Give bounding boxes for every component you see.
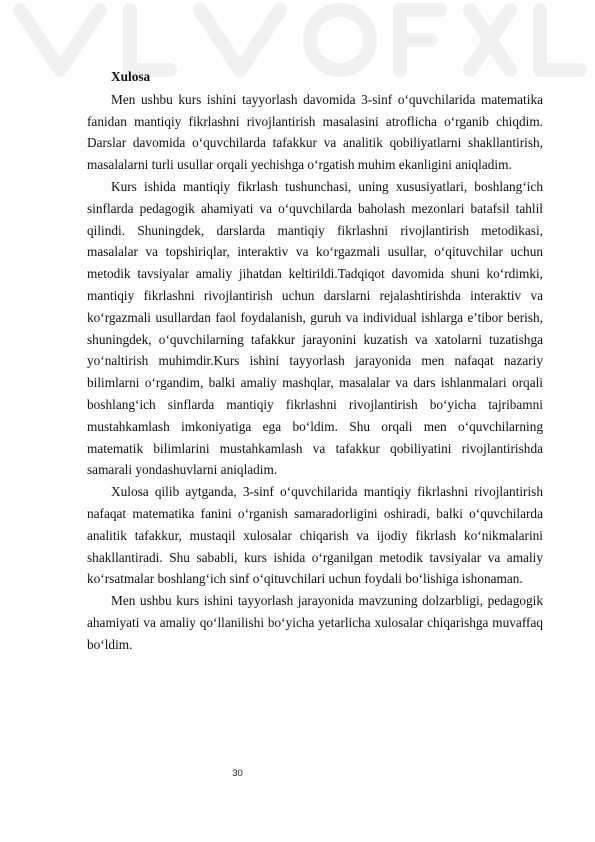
paragraph-4: Men ushbu kurs ishini tayyorlash jarayonida mavzuning dolzarbligi, pedagogik ahamiyati va amaliy qo‘llanilishi bo‘yicha yetarlicha xulosalar chiqarishga muvaffaq bo‘ldim. bbox=[87, 593, 543, 652]
paragraph-3: Xulosa qilib aytganda, 3-sinf o‘quvchilarida mantiqiy fikrlashni rivojlantirish nafaqat matematika fanini o‘rganish samaradorligini oshiradi, balki o‘quvchilarda analitik tafakkur, mustaqil xulosalar chiqarish va ijodiy fikrlash ko‘nikmalarini shakllantiradi. Shu sababli, kurs ishida o‘rganilgan metodik tavsiyalar va amaliy ko‘rsatmalar boshlang‘ich sinf o‘qituvchilari uchun foydali bo‘lishiga ishonaman. bbox=[87, 484, 543, 587]
paragraph-2: Kurs ishida mantiqiy fikrlash tushunchasi, uning xususiyatlari, boshlang‘ich sinflarda pedagogik ahamiyati va o‘quvchilarda baholash mezonlari batafsil tahlil qilindi. Shuningdek, darslarda mantiqiy fikrlashni rivojlantirish metodikasi, masalalar va topshiriqlar, interaktiv va ko‘rgazmali usullar, o‘qituvchilar uchun metodik tavsiyalar amaliy jihatdan keltirildi.Tadqiqot davomida shuni ko‘rdimki, mantiqiy fikrlashni rivojlantirish uchun darslarni rejalashtirishda interaktiv va ko‘rgazmali usullardan faol foydalanish, guruh va individual ishlarga e’tibor berish, shuningdek, o‘quvchilarning tafakkur jarayonini kuzatish va xatolarni tuzatishga yo‘naltirish muhimdir.Kurs ishini tayyorlash jarayonida men nafaqat nazariy bilimlarni o‘rgandim, balki amaliy mashqlar, masalalar va dars ishlanmalari orqali boshlang‘ich sinflarda mantiqiy fikrlashni rivojlantirish bo‘yicha tajribamni mustahkamlash imkoniyatiga ega bo‘ldim. Shu orqali men o‘quvchilarning matematik bilimlarini mustahkamlash va tafakkur qobiliyatini rivojlantirishda samarali yondashuvlarni aniqladim. bbox=[87, 178, 543, 478]
section-heading: Xulosa bbox=[111, 69, 151, 84]
paragraph-1: Men ushbu kurs ishini tayyorlash davomida 3-sinf o‘quvchilarida matematika fanidan mantiqiy fikrlashni rivojlantirish masalasini atroflicha o‘rganib chiqdim. Darslar davomida o‘quvchilarda tafakkur va analitik qobiliyatlarni shakllantirish, masalalarni turli usullar orqali yechishga o‘rgatish muhim ekanligini aniqladim. bbox=[87, 91, 543, 173]
document-page bbox=[87, 66, 543, 656]
page-number: 30 bbox=[232, 768, 243, 779]
